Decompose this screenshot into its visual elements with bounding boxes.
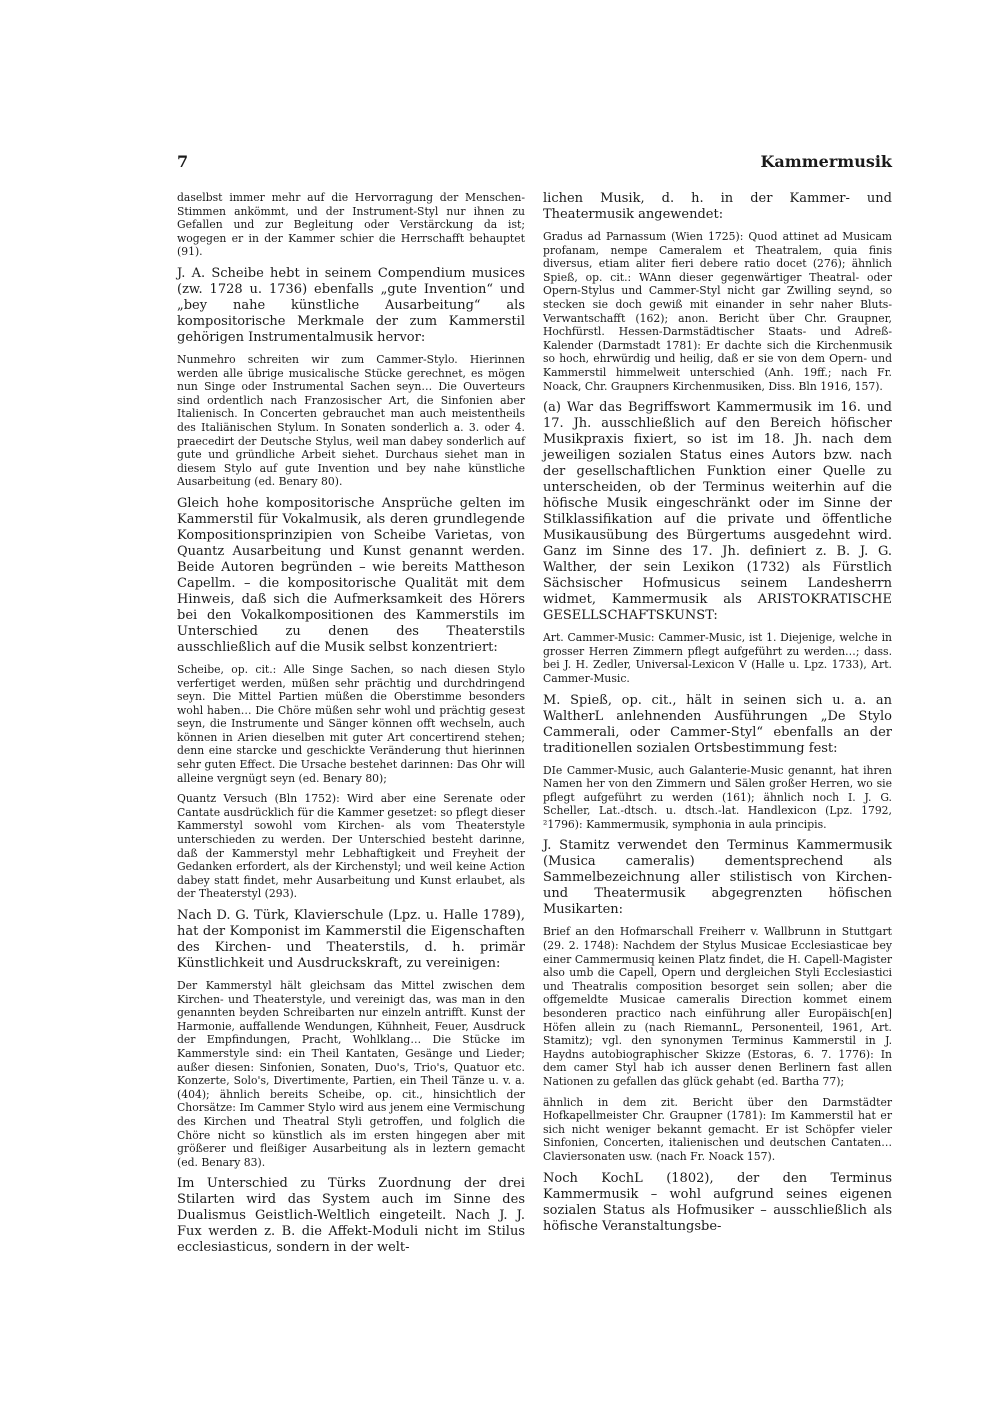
quote-paragraph: Brief an den Hofmarschall Freiherr v. Wallbrunn in Stuttgart (29. 2. 1748): Nachdem der Stylus Musicae Ecclesiasticae bey einer Cammermusiq keinen Platz findet, die H. Capell-Magister also umb die Capell, Opern und dergleichen Styli Ecclesiastici und Theatralis composition besorget sein sollen; aber die offgemeldte Musicae cameralis Direction kommet einem besonderen practico nach einführung aller Europäisch[en] Höfen allein zu (nach RiemannL, Personenteil, 1961, Art. Stamitz); vgl. den synonymen Terminus Kammerstil in J. Haydns autobiographischer Skizze (Estoras, 6. 7. 1776): In dem camer Styl hab ich ausser denen Berlinern fast allen Nationen zu gefallen das glück gehabt (ed. Bartha 77);: [543, 925, 892, 1088]
body-paragraph: Nach D. G. Türk, Klavierschule (Lpz. u. Halle 1789), hat der Komponist im Kammerstil die Eigenschaften des Kirchen- und Theaterstils, d. h. primär Künstlichkeit und Ausdruckskraft, zu vereinigen:: [177, 908, 525, 971]
body-paragraph: Noch KochL (1802), der den Terminus Kammermusik – wohl aufgrund seines eigenen sozialen Status als Hofmusiker – ausschließlich als höfische Veranstaltungsbe-: [543, 1170, 892, 1234]
quote-paragraph: Gradus ad Parnassum (Wien 1725): Quod attinet ad Musicam profanam, nempe Cameralem et Theatralem, quia finis diversus, etiam aliter fieri debere ratio docet (276); ähnlich Spieß, op. cit.: WAnn dieser gegenwärtiger Theatral- oder Opern-Stylus und Cammer-Styl nicht gar Zwilling seynd, so stecken sie doch gewiß mit einander in sehr naher Bluts-Verwantschafft (162); anon. Bericht über Chr. Graupner, Hochfürstl. Hessen-Darmstädtischer Staats- und Adreß-Kalender (Darmstadt 1781): Er dachte sich die Kirchenmusik so hoch, ehrwürdig und heilig, daß er sie von dem Opern- und Kammerstil himmelweit unterschied (Anh. 19ff.; nach Fr. Noack, Chr. Graupners Kirchenmusiken, Diss. Bln 1916, 157).: [543, 230, 892, 393]
quote-paragraph: Quantz Versuch (Bln 1752): Wird aber eine Serenate oder Cantate ausdrücklich für die Kammer gesetzet: so pflegt dieser Kammerstyl sowohl vom Kirchen- als vom Theaterstyle unterschieden zu werden. Der Unterschied besteht darinne, daß der Kammerstyl mehr Lebhaftigkeit und Freyheit der Gedanken erfordert, als der Kirchenstyl; und weil keine Action dabey statt findet, mehr Ausarbeitung und Kunst erlaubet, als der Theaterstyl (293).: [177, 792, 525, 901]
body-paragraph: M. Spieß, op. cit., hält in seinen sich u. a. an WaltherL anlehnenden Ausführungen „De Stylo Cammerali, oder Cammer-Styl“ ebenfalls an der traditionellen sozialen Ortsbestimmung fest:: [543, 692, 892, 756]
body-paragraph: Gleich hohe kompositorische Ansprüche gelten im Kammerstil für Vokalmusik, als deren grundlegende Kompositionsprinzipien von Scheibe Varietas, von Quantz Ausarbeitung und Kunst genannt werden. Beide Autoren begründen – wie bereits Mattheson Capellm. – die kompositorische Qualität mit dem Hinweis, daß sich die Aufmerksamkeit des Hörers bei den Vokalkompositionen des Kammerstils im Unterschied zu denen des Theaterstils ausschließlich auf die Musik selbst konzentriert:: [177, 495, 525, 655]
quote-paragraph: Der Kammerstyl hält gleichsam das Mittel zwischen dem Kirchen- und Theaterstyle, und vereinigt das, was man in den genannten beyden Schreibarten nur einzeln antrifft. Kunst der Harmonie, auffallende Wendungen, Kühnheit, Feuer, Ausdruck der Empfindungen, Pracht, Wohlklang… Die Stücke im Kammerstyle sind: ein Theil Kantaten, Gesänge und Lieder; außer diesen: Sinfonien, Sonaten, Duo's, Trio's, Quatuor etc. Konzerte, Solo's, Divertimente, Partien, ein Theil Tänze u. v. a. (404); ähnlich bereits Scheibe, op. cit., hinsichtlich der Chorsätze: Im Cammer Stylo wird aus jenem eine Vermischung des Kirchen und Theatral Styli getroffen, und folglich die Chöre nicht so künstlich als im ersten hingegen aber mit größerer und fleißiger Ausarbeitung als in leztern gemacht (ed. Benary 83).: [177, 979, 525, 1169]
quote-paragraph: Scheibe, op. cit.: Alle Singe Sachen, so nach diesen Stylo verfertiget werden, müßen sehr prächtig und durchdringend seyn. Die Mittel Partien müßen die Oberstimme besonders wohl haben… Die Chöre müßen sehr wohl und prächtig geseзt seyn, die Instrumente und Sänger können offt wechseln, auch können in Arien dieselben mit guter Art concertirend stehen; denn eine starcke und geschickte Veränderung thut hierinnen sehr guten Effect. Die Ursache bestehet darinnen: Das Ohr will alleine vergnügt seyn (ed. Benary 80);: [177, 662, 525, 785]
quote-paragraph: ähnlich in dem zit. Bericht über den Darmstädter Hofkapellmeister Chr. Graupner (1781): Im Kammerstil hat er sich nicht weniger bekannt gemacht. Er ist Schöpfer vieler Sinfonien, Concerten, italienischen und deutschen Cantaten… Claviersonaten usw. (nach Fr. Noack 157).: [543, 1095, 892, 1163]
body-paragraph: Im Unterschied zu Türks Zuordnung der drei Stilarten wird das System auch im Sinne des Dualismus Geistlich-Weltlich eingeteilt. Nach J. J. Fux werden z. B. die Affekt-Moduli nicht im Stilus ecclesiasticus, sondern in der welt-: [177, 1176, 525, 1256]
body-paragraph: J. A. Scheibe hebt in seinem Compendium musices (zw. 1728 u. 1736) ebenfalls „gute Invention“ und „bey nahe künstliche Ausarbeitung“ als kompositorische Merkmale der zum Kammerstil gehörigen Instrumentalmusik hervor:: [177, 265, 525, 345]
quote-paragraph: daselbst immer mehr auf die Hervorragung der Menschen-Stimmen ankömmt, und der Instrument-Styl nur ihnen zu Gefallen und zur Begleitung oder Verstärckung da ist; wogegen er in der Kammer schier die Herrschafft behauptet (91).: [177, 191, 525, 259]
left-column: [177, 191, 525, 1263]
quote-paragraph: Nunmehro schreiten wir zum Cammer-Stylo. Hierinnen werden alle übrige musicalische Stücke gerechnet, es mögen nun Singe oder Instrumental Sachen seyn… Die Ouverteurs sind ordentlich nach Franzosischer Art, die Sinfonien aber Italienisch. In Concerten gebrauchet man auch meistentheils des Italiänischen Stylum. In Sonaten sonderlich a. 3. oder 4. praecedirt der Deutsche Stylus, weil man dabey sonderlich auf gute und gründliche Arbeit siehet. Durchaus siehet man in diesem Stylo auf gute Invention und bey nahe künstliche Ausarbeitung (ed. Benary 80).: [177, 352, 525, 489]
body-paragraph: (a) War das Begriffswort Kammermusik im 16. und 17. Jh. ausschließlich auf den Bereich höfischer Musikpraxis fixiert, so ist im 18. Jh. nach dem jeweiligen sozialen Status eines Autors bzw. nach der gesellschaftlichen Funktion einer Quelle zu unterscheiden, ob der Terminus weiterhin auf die höfische Musik eingeschränkt oder im Sinne der Stilklassifikation auf die private und öffentliche Musikausübung des Bürgertums ausgedehnt wird. Ganz im Sinne des 17. Jh. definiert z. B. J. G. Walther, der sein Lexikon (1732) als Fürstlich Sächsischer Hofmusicus seinem Landesherrn widmet, Kammermusik als ARISTOKRATISCHE GESELLSCHAFTSKUNST:: [543, 400, 892, 624]
right-column: [543, 191, 892, 1242]
quote-paragraph: Art. Cammer-Music: Cammer-Music, ist 1. Diejenige, welche in grosser Herren Zimmern pflegt aufgeführt zu werden…; dass. bei J. H. Zedler, Universal-Lexicon V (Halle u. Lpz. 1733), Art. Cammer-Music.: [543, 631, 892, 685]
running-title: Kammermusik: [760, 152, 892, 171]
body-paragraph: lichen Musik, d. h. in der Kammer- und Theatermusik angewendet:: [543, 191, 892, 222]
body-paragraph: J. Stamitz verwendet den Terminus Kammermusik (Musica cameralis) dementsprechend als Sammelbezeichnung aller stilistisch von Kirchen- und Theatermusik abgegrenzten höfischen Musikarten:: [543, 838, 892, 918]
quote-paragraph: DIe Cammer-Music, auch Galanterie-Music genannt, hat ihren Namen her von den Zimmern und Sälen großer Herren, wo sie pflegt aufgeführt zu werden (161); ähnlich noch I. J. G. Scheller, Lat.-dtsch. u. dtsch.-lat. Handlexicon (Lpz. 1792, ²1796): Kammermusik, symphonia in aula principis.: [543, 763, 892, 831]
page-number: 7: [177, 152, 189, 171]
